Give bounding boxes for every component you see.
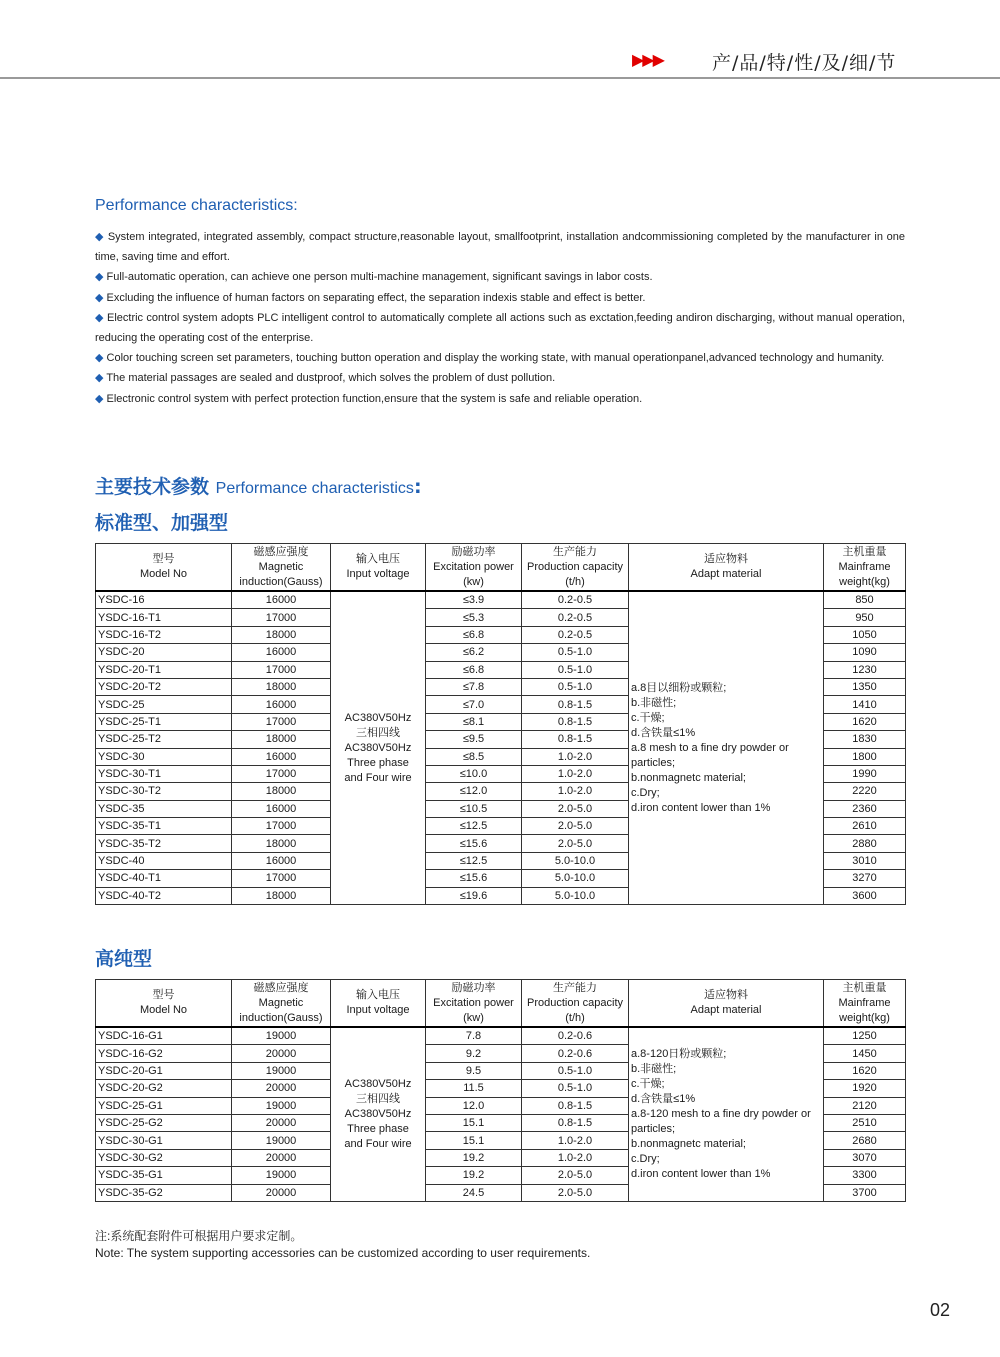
cell-capacity: 0.2-0.5 <box>522 609 629 626</box>
bullet-item: ◆ System integrated, integrated assembly, compact structure,reasonable layout, smallfootprint, installation andcommissioning completed by the manufacturer in one time, saving time and effort. <box>95 231 905 264</box>
cell-weight: 850 <box>824 591 906 609</box>
cell-induction: 16000 <box>232 644 331 661</box>
cell-power: 11.5 <box>426 1080 522 1097</box>
cell-capacity: 0.8-1.5 <box>522 1114 629 1131</box>
header-line: 生产能力 <box>553 545 597 558</box>
cell-weight: 2680 <box>824 1132 906 1149</box>
header-line: (kw) <box>463 575 484 588</box>
cell-induction: 18000 <box>232 678 331 695</box>
header-line: 励磁功率 <box>451 545 496 558</box>
bullet-item: ◆ Electric control system adopts PLC intelligent control to automatically complete all actions such as exctation,feeding andiron discharging, without manual operation, reducing the operating cost of the enterprise. <box>95 311 906 345</box>
material-line: d.含铁量≤1% <box>631 726 696 739</box>
cell-induction: 19000 <box>232 1062 331 1079</box>
triple-arrow-icon: ▶▶▶ <box>632 50 663 69</box>
header-line: weight(kg) <box>839 1011 890 1024</box>
header-divider <box>0 77 1000 79</box>
cell-model: YSDC-16 <box>96 591 232 609</box>
cell-model: YSDC-35 <box>96 800 232 817</box>
cell-weight: 1620 <box>824 1062 906 1079</box>
column-header-induction <box>232 980 331 1028</box>
cell-induction: 17000 <box>232 609 331 626</box>
cell-model: YSDC-40-T2 <box>96 887 232 904</box>
cell-model: YSDC-20-G2 <box>96 1080 232 1097</box>
material-line: c.Dry; <box>631 786 660 799</box>
cell-model: YSDC-30-T1 <box>96 765 232 782</box>
material-line: a.8-120 mesh to a fine dry powder or particles; <box>631 1107 811 1135</box>
table-row <box>96 591 906 609</box>
cell-power: ≤10.0 <box>426 765 522 782</box>
column-header-model <box>96 980 232 1028</box>
cell-material <box>629 591 824 905</box>
cell-capacity: 1.0-2.0 <box>522 1149 629 1166</box>
header-line: (kw) <box>463 1011 484 1024</box>
cell-capacity: 5.0-10.0 <box>522 870 629 887</box>
cell-model: YSDC-25-T1 <box>96 713 232 730</box>
header-line: 磁感应强度 <box>253 545 309 558</box>
cell-model: YSDC-30-G2 <box>96 1149 232 1166</box>
cell-model: YSDC-35-G1 <box>96 1167 232 1184</box>
cell-weight: 1350 <box>824 678 906 695</box>
cell-power: 7.8 <box>426 1027 522 1045</box>
cell-model: YSDC-30 <box>96 748 232 765</box>
voltage-line: and Four wire <box>344 771 412 784</box>
cell-power: 15.1 <box>426 1114 522 1131</box>
header-line: Model No <box>139 568 188 580</box>
cell-weight: 1620 <box>824 713 906 730</box>
material-line: a.8目以细粉或颗粒; <box>631 681 727 694</box>
cell-capacity: 0.2-0.6 <box>522 1027 629 1045</box>
header-line: Adapt material <box>690 1004 762 1016</box>
cell-weight: 1800 <box>824 748 906 765</box>
cell-weight: 3300 <box>824 1167 906 1184</box>
cell-induction: 20000 <box>232 1080 331 1097</box>
cell-induction: 17000 <box>232 661 331 678</box>
table-body <box>96 591 906 905</box>
column-header-capacity <box>522 544 629 592</box>
params-heading: 主要技术参数 Performance characteristics: <box>95 476 422 498</box>
cell-weight: 1830 <box>824 731 906 748</box>
cell-weight: 1090 <box>824 644 906 661</box>
cell-induction: 16000 <box>232 800 331 817</box>
voltage-line: 三相四线 <box>356 726 400 739</box>
cell-voltage <box>331 1027 426 1201</box>
cell-power: ≤6.2 <box>426 644 522 661</box>
cell-model: YSDC-20-T2 <box>96 678 232 695</box>
cell-model: YSDC-35-G2 <box>96 1184 232 1201</box>
header-line: Mainframe <box>838 560 891 573</box>
high-purity-heading: 高纯型 <box>95 948 153 970</box>
cell-power: ≤7.0 <box>426 696 522 713</box>
column-header-material <box>629 980 824 1028</box>
cell-capacity: 0.5-1.0 <box>522 644 629 661</box>
cell-power: 9.2 <box>426 1045 522 1062</box>
cell-power: 19.2 <box>426 1149 522 1166</box>
cell-power: 19.2 <box>426 1167 522 1184</box>
voltage-line: Three phase <box>347 756 409 769</box>
cell-model: YSDC-20 <box>96 644 232 661</box>
cell-capacity: 2.0-5.0 <box>522 835 629 852</box>
cell-weight: 2220 <box>824 783 906 800</box>
cell-model: YSDC-35-T2 <box>96 835 232 852</box>
header-line: 适应物料 <box>704 989 748 1001</box>
cell-weight: 2510 <box>824 1114 906 1131</box>
cell-induction: 17000 <box>232 818 331 835</box>
cell-model: YSDC-25 <box>96 696 232 713</box>
material-line: c.Dry; <box>631 1152 660 1165</box>
cell-power: ≤6.8 <box>426 626 522 643</box>
cell-power: ≤15.6 <box>426 870 522 887</box>
voltage-line: and Four wire <box>344 1137 412 1150</box>
material-line: b.非磁性; <box>631 696 677 709</box>
cell-weight: 950 <box>824 609 906 626</box>
cell-capacity: 0.2-0.6 <box>522 1045 629 1062</box>
column-header-induction <box>232 544 331 592</box>
cell-weight: 3700 <box>824 1184 906 1201</box>
cell-power: ≤12.5 <box>426 852 522 869</box>
cell-induction: 20000 <box>232 1149 331 1166</box>
cell-power: ≤5.3 <box>426 609 522 626</box>
table-row <box>96 1027 906 1045</box>
header-line: induction(Gauss) <box>239 1011 323 1024</box>
footnote-en: Note: The system supporting accessories can be customized according to user requirements. <box>95 1246 591 1260</box>
header-line: Magnetic <box>258 560 304 573</box>
cell-capacity: 0.8-1.5 <box>522 1097 629 1114</box>
header-line: Model No <box>139 1004 188 1016</box>
cell-model: YSDC-30-G1 <box>96 1132 232 1149</box>
header-line: Adapt material <box>690 568 762 580</box>
header-line: Magnetic <box>258 996 304 1009</box>
cell-weight: 1990 <box>824 765 906 782</box>
material-line: a.8-120日粉或颗粒; <box>631 1047 727 1060</box>
high-purity-spec-table <box>95 979 906 1202</box>
page-header <box>0 40 1000 80</box>
bullet-item: ◆ Full-automatic operation, can achieve one person multi-machine management, significant savings in labor costs. <box>95 271 653 284</box>
cell-power: ≤12.0 <box>426 783 522 800</box>
cell-weight: 3010 <box>824 852 906 869</box>
cell-model: YSDC-20-G1 <box>96 1062 232 1079</box>
header-line: induction(Gauss) <box>239 575 323 588</box>
header-line: Excitation power <box>433 996 514 1009</box>
cell-weight: 1450 <box>824 1045 906 1062</box>
material-line: d.iron content lower than 1% <box>631 1167 771 1180</box>
header-line: 适应物料 <box>704 553 748 565</box>
cell-model: YSDC-20-T1 <box>96 661 232 678</box>
cell-induction: 20000 <box>232 1114 331 1131</box>
cell-weight: 1230 <box>824 661 906 678</box>
cell-induction: 18000 <box>232 835 331 852</box>
column-header-capacity <box>522 980 629 1028</box>
cell-induction: 17000 <box>232 870 331 887</box>
table-header <box>96 980 906 1028</box>
cell-power: 9.5 <box>426 1062 522 1079</box>
cell-induction: 18000 <box>232 731 331 748</box>
cell-weight: 2880 <box>824 835 906 852</box>
cell-induction: 19000 <box>232 1132 331 1149</box>
cell-model: YSDC-25-G1 <box>96 1097 232 1114</box>
header-line: 输入电压 <box>356 553 400 565</box>
cell-capacity: 0.5-1.0 <box>522 661 629 678</box>
cell-capacity: 0.5-1.0 <box>522 1062 629 1079</box>
cell-model: YSDC-16-T2 <box>96 626 232 643</box>
header-line: Mainframe <box>838 996 891 1009</box>
diamond-bullet-icon: ◆ <box>95 311 104 324</box>
material-line: a.8 mesh to a fine dry powder or particles; <box>631 741 789 769</box>
cell-material <box>629 1027 824 1201</box>
cell-induction: 17000 <box>232 765 331 782</box>
column-header-weight <box>824 980 906 1028</box>
header-line: 输入电压 <box>356 989 400 1001</box>
cell-capacity: 1.0-2.0 <box>522 748 629 765</box>
cell-capacity: 0.2-0.5 <box>522 591 629 609</box>
cell-weight: 1050 <box>824 626 906 643</box>
voltage-line: AC380V50Hz <box>344 1077 412 1090</box>
material-line: b.非磁性; <box>631 1062 677 1075</box>
cell-capacity: 0.8-1.5 <box>522 731 629 748</box>
cell-weight: 1410 <box>824 696 906 713</box>
material-line: d.含铁量≤1% <box>631 1092 696 1105</box>
header-line: Production capacity <box>527 560 623 573</box>
voltage-line: 三相四线 <box>356 1092 400 1105</box>
footnote-cn: 注:系统配套附件可根据用户要求定制。 <box>95 1229 303 1243</box>
cell-induction: 16000 <box>232 591 331 609</box>
bullet-item: ◆ Color touching screen set parameters, touching button operation and display the working state, with manual operationpanel,advanced technology and humanity. <box>95 352 885 365</box>
cell-model: YSDC-16-G2 <box>96 1045 232 1062</box>
diamond-bullet-icon: ◆ <box>95 291 104 304</box>
header-line: Excitation power <box>433 560 514 573</box>
cell-weight: 3070 <box>824 1149 906 1166</box>
cell-capacity: 2.0-5.0 <box>522 818 629 835</box>
cell-capacity: 0.5-1.0 <box>522 678 629 695</box>
cell-induction: 18000 <box>232 783 331 800</box>
footnote <box>95 1228 590 1262</box>
diamond-bullet-icon: ◆ <box>95 372 104 385</box>
header-line: 型号 <box>152 553 175 565</box>
cell-power: ≤8.5 <box>426 748 522 765</box>
column-header-power <box>426 544 522 592</box>
performance-bullet-list <box>95 227 905 409</box>
header-line: Input voltage <box>346 568 410 580</box>
cell-power: 15.1 <box>426 1132 522 1149</box>
cell-power: ≤6.8 <box>426 661 522 678</box>
cell-model: YSDC-40-T1 <box>96 870 232 887</box>
cell-capacity: 2.0-5.0 <box>522 800 629 817</box>
cell-capacity: 0.5-1.0 <box>522 1080 629 1097</box>
cell-model: YSDC-30-T2 <box>96 783 232 800</box>
bullet-item: ◆ The material passages are sealed and dustproof, which solves the problem of dust pollution. <box>95 372 556 385</box>
column-header-power <box>426 980 522 1028</box>
cell-power: 12.0 <box>426 1097 522 1114</box>
table-body <box>96 1027 906 1201</box>
column-header-weight <box>824 544 906 592</box>
column-header-model <box>96 544 232 592</box>
cell-induction: 16000 <box>232 696 331 713</box>
header-line: 生产能力 <box>553 981 597 994</box>
cell-weight: 1250 <box>824 1027 906 1045</box>
cell-induction: 19000 <box>232 1097 331 1114</box>
cell-power: ≤9.5 <box>426 731 522 748</box>
cell-weight: 2610 <box>824 818 906 835</box>
cell-capacity: 2.0-5.0 <box>522 1184 629 1201</box>
cell-capacity: 0.2-0.5 <box>522 626 629 643</box>
cell-model: YSDC-16-G1 <box>96 1027 232 1045</box>
cell-capacity: 1.0-2.0 <box>522 783 629 800</box>
cell-induction: 19000 <box>232 1027 331 1045</box>
standard-spec-table <box>95 543 906 905</box>
cell-capacity: 0.8-1.5 <box>522 696 629 713</box>
cell-model: YSDC-16-T1 <box>96 609 232 626</box>
material-line: d.iron content lower than 1% <box>631 801 771 814</box>
cell-induction: 18000 <box>232 626 331 643</box>
material-line: b.nonmagnetc material; <box>631 771 746 784</box>
diamond-bullet-icon: ◆ <box>95 271 104 284</box>
header-line: 型号 <box>152 989 175 1001</box>
header-line: Input voltage <box>346 1004 410 1016</box>
page-number: 02 <box>930 1300 951 1320</box>
cell-power: ≤12.5 <box>426 818 522 835</box>
cell-weight: 3270 <box>824 870 906 887</box>
header-line: 磁感应强度 <box>253 981 309 994</box>
cell-induction: 20000 <box>232 1184 331 1201</box>
cell-induction: 20000 <box>232 1045 331 1062</box>
cell-capacity: 1.0-2.0 <box>522 765 629 782</box>
cell-power: ≤8.1 <box>426 713 522 730</box>
material-line: b.nonmagnetc material; <box>631 1137 746 1150</box>
cell-weight: 3600 <box>824 887 906 904</box>
cell-power: ≤15.6 <box>426 835 522 852</box>
cell-power: ≤19.6 <box>426 887 522 904</box>
cell-capacity: 1.0-2.0 <box>522 1132 629 1149</box>
cell-power: ≤3.9 <box>426 591 522 609</box>
header-line: (t/h) <box>565 1011 585 1024</box>
cell-power: ≤10.5 <box>426 800 522 817</box>
cell-model: YSDC-25-T2 <box>96 731 232 748</box>
voltage-line: AC380V50Hz <box>344 1107 412 1120</box>
diamond-bullet-icon: ◆ <box>95 352 104 365</box>
cell-capacity: 5.0-10.0 <box>522 887 629 904</box>
cell-weight: 2120 <box>824 1097 906 1114</box>
diamond-bullet-icon: ◆ <box>95 231 105 243</box>
cell-capacity: 2.0-5.0 <box>522 1167 629 1184</box>
cell-induction: 17000 <box>232 713 331 730</box>
cell-weight: 2360 <box>824 800 906 817</box>
column-header-voltage <box>331 544 426 592</box>
cell-model: YSDC-25-G2 <box>96 1114 232 1131</box>
cell-voltage <box>331 591 426 905</box>
header-line: 励磁功率 <box>451 981 496 994</box>
header-line: 主机重量 <box>842 545 887 558</box>
material-line: c.干燥; <box>631 711 665 724</box>
cell-model: YSDC-40 <box>96 852 232 869</box>
cell-induction: 16000 <box>232 852 331 869</box>
cell-induction: 18000 <box>232 887 331 904</box>
header-title: 产/品/特/性/及/细/节 <box>712 52 897 74</box>
cell-induction: 19000 <box>232 1167 331 1184</box>
bullet-item: ◆ Electronic control system with perfect protection function,ensure that the system is safe and reliable operation. <box>95 392 643 405</box>
cell-model: YSDC-35-T1 <box>96 818 232 835</box>
cell-induction: 16000 <box>232 748 331 765</box>
header-line: 主机重量 <box>842 981 887 994</box>
table-header <box>96 544 906 592</box>
standard-heading: 标准型、加强型 <box>95 512 229 534</box>
voltage-line: AC380V50Hz <box>344 711 412 724</box>
header-line: weight(kg) <box>839 575 890 588</box>
voltage-line: Three phase <box>347 1122 409 1135</box>
performance-title: Performance characteristics: <box>95 197 298 214</box>
voltage-line: AC380V50Hz <box>344 741 412 754</box>
material-line: c.干燥; <box>631 1077 665 1090</box>
cell-weight: 1920 <box>824 1080 906 1097</box>
cell-power: 24.5 <box>426 1184 522 1201</box>
column-header-voltage <box>331 980 426 1028</box>
cell-power: ≤7.8 <box>426 678 522 695</box>
cell-capacity: 0.8-1.5 <box>522 713 629 730</box>
cell-capacity: 5.0-10.0 <box>522 852 629 869</box>
diamond-bullet-icon: ◆ <box>95 392 104 405</box>
bullet-item: ◆ Excluding the influence of human factors on separating effect, the separation indexis stable and effect is better. <box>95 291 646 304</box>
column-header-material <box>629 544 824 592</box>
header-line: (t/h) <box>565 575 585 588</box>
header-line: Production capacity <box>527 996 623 1009</box>
